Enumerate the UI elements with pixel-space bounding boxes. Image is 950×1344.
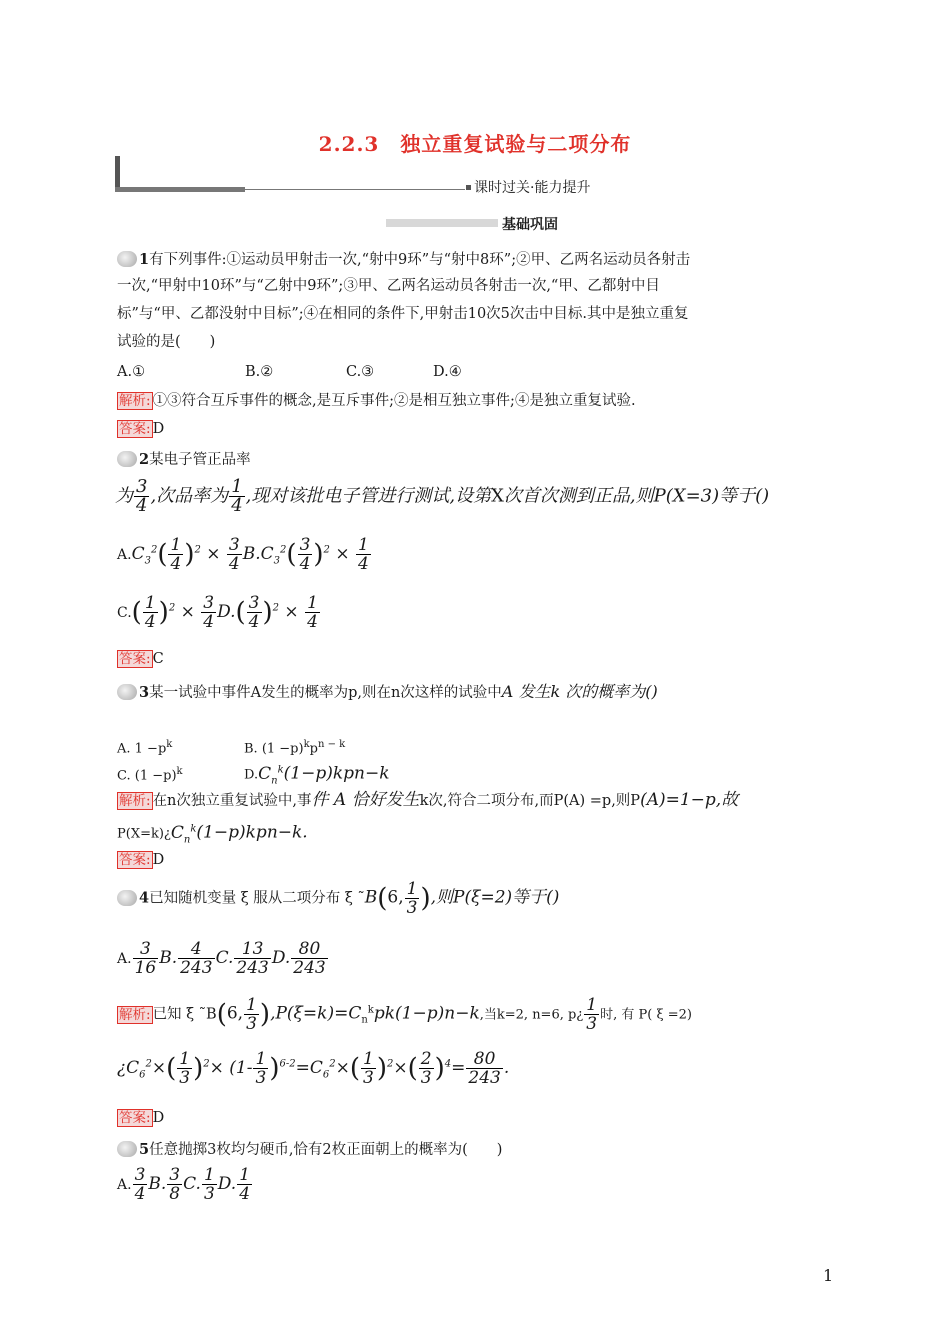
option-letter: D. <box>244 767 259 783</box>
analysis-tag: 解析: <box>119 1006 151 1023</box>
option-math: (1−p)kpn−k <box>283 763 390 784</box>
denominator: 243 <box>180 958 213 978</box>
numerator: 3 <box>133 940 159 959</box>
subsection-label: 基础巩固 <box>502 217 558 233</box>
answer-tag: 答案: <box>119 421 151 437</box>
question-bullet-icon <box>117 684 137 700</box>
option-letter: A. <box>117 1177 132 1193</box>
question-bullet-icon <box>117 1141 137 1157</box>
denominator: 3 <box>203 1184 215 1204</box>
analysis-text: ,故 <box>715 790 739 810</box>
option-letter: C. <box>183 1174 201 1194</box>
option-letter: A. <box>117 951 132 967</box>
question-text: 某一试验中事件A发生的概率为p,则在n次这样的试验中 <box>149 685 502 701</box>
header-rule-thin <box>245 189 465 190</box>
question-3-analysis-line-1 <box>117 790 738 811</box>
analysis-math: = <box>451 1058 466 1078</box>
denominator: 4 <box>239 1184 251 1204</box>
analysis-math: (1−p)kpn−k. <box>196 822 308 843</box>
denominator: 4 <box>134 1184 146 1204</box>
denominator: 243 <box>236 958 269 978</box>
question-4-answer <box>117 1108 164 1128</box>
option-letter: C. <box>117 605 132 621</box>
numerator: 1 <box>203 1165 215 1185</box>
denominator: 3 <box>406 898 418 918</box>
analysis-text: ,当k=2, n=6, p¿ <box>479 1007 584 1023</box>
superscript: k <box>166 739 173 750</box>
header-rule-vertical <box>115 156 120 190</box>
analysis-math: × <box>393 1058 408 1078</box>
option-text: p <box>309 741 318 757</box>
answer-text: D <box>152 852 165 868</box>
question-1-line-4: 试验的是( ) <box>117 334 216 350</box>
analysis-math: × <box>335 1058 350 1078</box>
subsection-bar <box>386 219 498 227</box>
question-3-option-d: $D.C_n^k(1-p)kpn-k$ <box>244 763 390 787</box>
section-label: 课时过关·能力提升 <box>474 180 591 196</box>
option-letter: B. <box>242 544 261 564</box>
header-rule-square <box>466 185 471 190</box>
analysis-math: ,P(ξ=k)=C <box>270 1003 362 1024</box>
question-math: ,则P(ξ=2)等于() <box>430 887 560 908</box>
question-2-options-cd: C.( $\frac{1}{4}$ )$^2$ × $\frac{3}{4}$ D.( $\frac{3}{4}$ )$^2$ × $\frac{1}{4}$ <box>117 593 318 632</box>
question-math: 6, <box>387 887 404 908</box>
option-letter: D. <box>217 1174 237 1194</box>
fraction <box>229 478 244 515</box>
answer-tag: 答案: <box>119 1110 151 1126</box>
header-rule-thick <box>115 187 245 192</box>
question-bullet-icon <box>117 451 137 467</box>
answer-text: C <box>152 651 164 667</box>
analysis-tag: 解析: <box>119 793 151 809</box>
question-4-analysis-line-2: ¿$C_6^2\times$( $\frac{1}{3}$ )$^2$× (1- $\frac{1}{3}$ )$^{6-2}=C_6^2\times$( $\frac{1}{3}$ )$^2$×( $\frac{2}{3}$ )$^4$= $\frac{80}{243}$ . <box>117 1049 510 1088</box>
question-3-analysis-line-2: $P(X=k)¿C_n^k(1-p)kpn-k$. <box>117 822 308 846</box>
numerator: 4 <box>178 940 214 959</box>
question-number: 4 <box>139 889 150 907</box>
analysis-math: =C <box>295 1058 323 1078</box>
question-2-answer <box>117 649 164 669</box>
numerator: 13 <box>234 940 270 959</box>
denominator: 3 <box>246 1014 257 1034</box>
question-1-option-a: A.① <box>117 364 146 380</box>
question-4-options <box>117 940 329 977</box>
text-segment: 为 <box>115 485 133 507</box>
question-number: 5 <box>139 1141 150 1158</box>
option-letter: B. <box>159 948 178 968</box>
option-letter: B. <box>148 1174 167 1194</box>
question-5-options <box>117 1166 253 1203</box>
superscript: n − k <box>317 739 346 750</box>
analysis-math: 件 A 恰好发生 <box>311 790 420 810</box>
analysis-math: pk(1−p)n−k <box>373 1003 480 1024</box>
question-3-line-1 <box>117 682 658 703</box>
option-letter: D. <box>271 948 291 968</box>
text-segment: ,现对该批电子管进行测试,设第 <box>245 485 492 507</box>
question-1-analysis <box>117 391 636 411</box>
option-letter: C. <box>215 948 234 968</box>
numerator: 1 <box>231 476 243 497</box>
denominator: 4 <box>231 495 243 516</box>
text-segment: 次首次测到正品,则 <box>503 485 654 507</box>
analysis-math: (A)=1−p <box>640 790 716 810</box>
question-2-line-1 <box>117 450 251 470</box>
question-text: 某电子管正品率 <box>149 452 251 468</box>
answer-text: D <box>152 1110 165 1126</box>
analysis-math: × <box>151 1058 167 1078</box>
analysis-text: 已知 ξ ˜B <box>152 1006 217 1023</box>
option-letter: D. <box>217 602 236 622</box>
question-text: 已知随机变量 ξ 服从二项分布 ξ ˜ <box>149 890 365 907</box>
question-1-line-2: 一次,“甲射中10环”与“乙射中9环”;③甲、乙两名运动员各射击一次,“甲、乙都射中目 <box>117 278 660 294</box>
question-4-line-1: 4已知随机变量 ξ 服从二项分布 ξ ˜B(6, $\frac{1}{3}$ ),则P(ξ=2)等于() <box>117 880 559 917</box>
question-1-answer <box>117 419 164 439</box>
numerator: 1 <box>406 879 418 899</box>
answer-tag: 答案: <box>119 651 151 667</box>
question-number: 1 <box>139 251 150 268</box>
question-1-line-1 <box>117 250 690 270</box>
option-text: A. 1 −p <box>117 741 167 757</box>
question-3-option-c <box>117 762 183 786</box>
question-text: 任意抛掷3枚均匀硬币,恰有2枚正面朝上的概率为( ) <box>149 1142 503 1158</box>
numerator: 3 <box>136 476 148 497</box>
denominator: 243 <box>468 1068 501 1088</box>
variable: X <box>491 485 504 507</box>
option-text: B. (1 −p) <box>244 741 304 757</box>
numerator: 1 <box>239 1165 251 1185</box>
question-1-option-d: D.④ <box>433 364 462 380</box>
analysis-text: 时, 有 P( ξ =2) <box>600 1007 692 1023</box>
numerator: 80 <box>291 940 327 959</box>
question-3-answer <box>117 850 164 870</box>
question-1-line-3: 标”与“甲、乙都没射中目标”;④在相同的条件下,甲射击10次5次击中目标.其中是独立重复 <box>117 306 689 322</box>
question-bullet-icon <box>117 890 137 906</box>
analysis-math: 6, <box>226 1003 244 1024</box>
answer-text: D <box>152 421 165 437</box>
page-title: 2.2.3 独立重复试验与二项分布 <box>318 132 632 156</box>
analysis-text: k次,符合二项分布,而P(A) =p,则P <box>419 793 641 809</box>
question-4-analysis-line-1: 解析: 已知 ξ ˜B(6, $\frac{1}{3}$ )$,P(\xi=k)=C_n^kpk(1-p)n-k$,当k=2, n=6, p¿ $\frac{1}{3}$ 时, 有 P( ξ =2) <box>119 995 692 1034</box>
question-math: B <box>364 887 378 908</box>
denominator: 3 <box>586 1014 598 1034</box>
denominator: 8 <box>169 1184 181 1204</box>
question-1-option-c: C.③ <box>346 364 375 380</box>
option-letter: A. <box>117 547 132 563</box>
numerator: 3 <box>134 1165 146 1185</box>
text-segment: ,次品率为 <box>150 485 229 507</box>
answer-tag: 答案: <box>119 852 151 868</box>
question-number: 3 <box>139 684 150 701</box>
analysis-math: × (1- <box>209 1058 253 1078</box>
fraction <box>134 478 149 515</box>
numerator: 3 <box>169 1165 181 1185</box>
fraction <box>405 880 420 917</box>
numerator: 1 <box>586 995 598 1015</box>
question-bullet-icon <box>117 251 137 267</box>
question-1-option-b: B.② <box>245 364 274 380</box>
numerator: 80 <box>466 1050 502 1069</box>
analysis-tag: 解析: <box>119 393 151 409</box>
question-text: 有下列事件:①运动员甲射击一次,“射中9环”与“射中8环”;②甲、乙两名运动员各射击 <box>149 252 691 268</box>
denominator: 16 <box>134 958 157 978</box>
text-segment: P(X=3)等于() <box>653 485 770 507</box>
analysis-text: ①③符合互斥事件的概念,是互斥事件;②是相互独立事件;④是独立重复试验. <box>152 393 636 409</box>
option-text: C. (1 −p) <box>117 768 177 784</box>
question-2-line-2 <box>115 478 769 515</box>
question-3-option-a <box>117 735 172 759</box>
page-number: 1 <box>823 1266 834 1285</box>
denominator: 4 <box>136 495 148 516</box>
superscript: k <box>176 766 183 777</box>
question-2-options-ab: $A.C_3^2$( $\frac{1}{4}$ )$^2$ × $\frac{3}{4}$ $B.C_3^2$( $\frac{3}{4}$ )$^2$ × $\frac{1}{4}$ <box>117 535 369 574</box>
question-number: 2 <box>139 451 150 468</box>
analysis-math: ¿C <box>117 1058 140 1078</box>
question-5-line-1 <box>117 1140 502 1160</box>
question-3-option-b <box>244 735 345 759</box>
numerator: 1 <box>246 995 257 1015</box>
analysis-text: 在n次独立重复试验中,事 <box>152 793 312 809</box>
denominator: 243 <box>293 958 326 978</box>
question-text-math: A 发生k 次的概率为() <box>501 682 658 701</box>
superscript: k <box>303 739 310 750</box>
analysis-text: P(X=k)¿ <box>117 826 171 842</box>
